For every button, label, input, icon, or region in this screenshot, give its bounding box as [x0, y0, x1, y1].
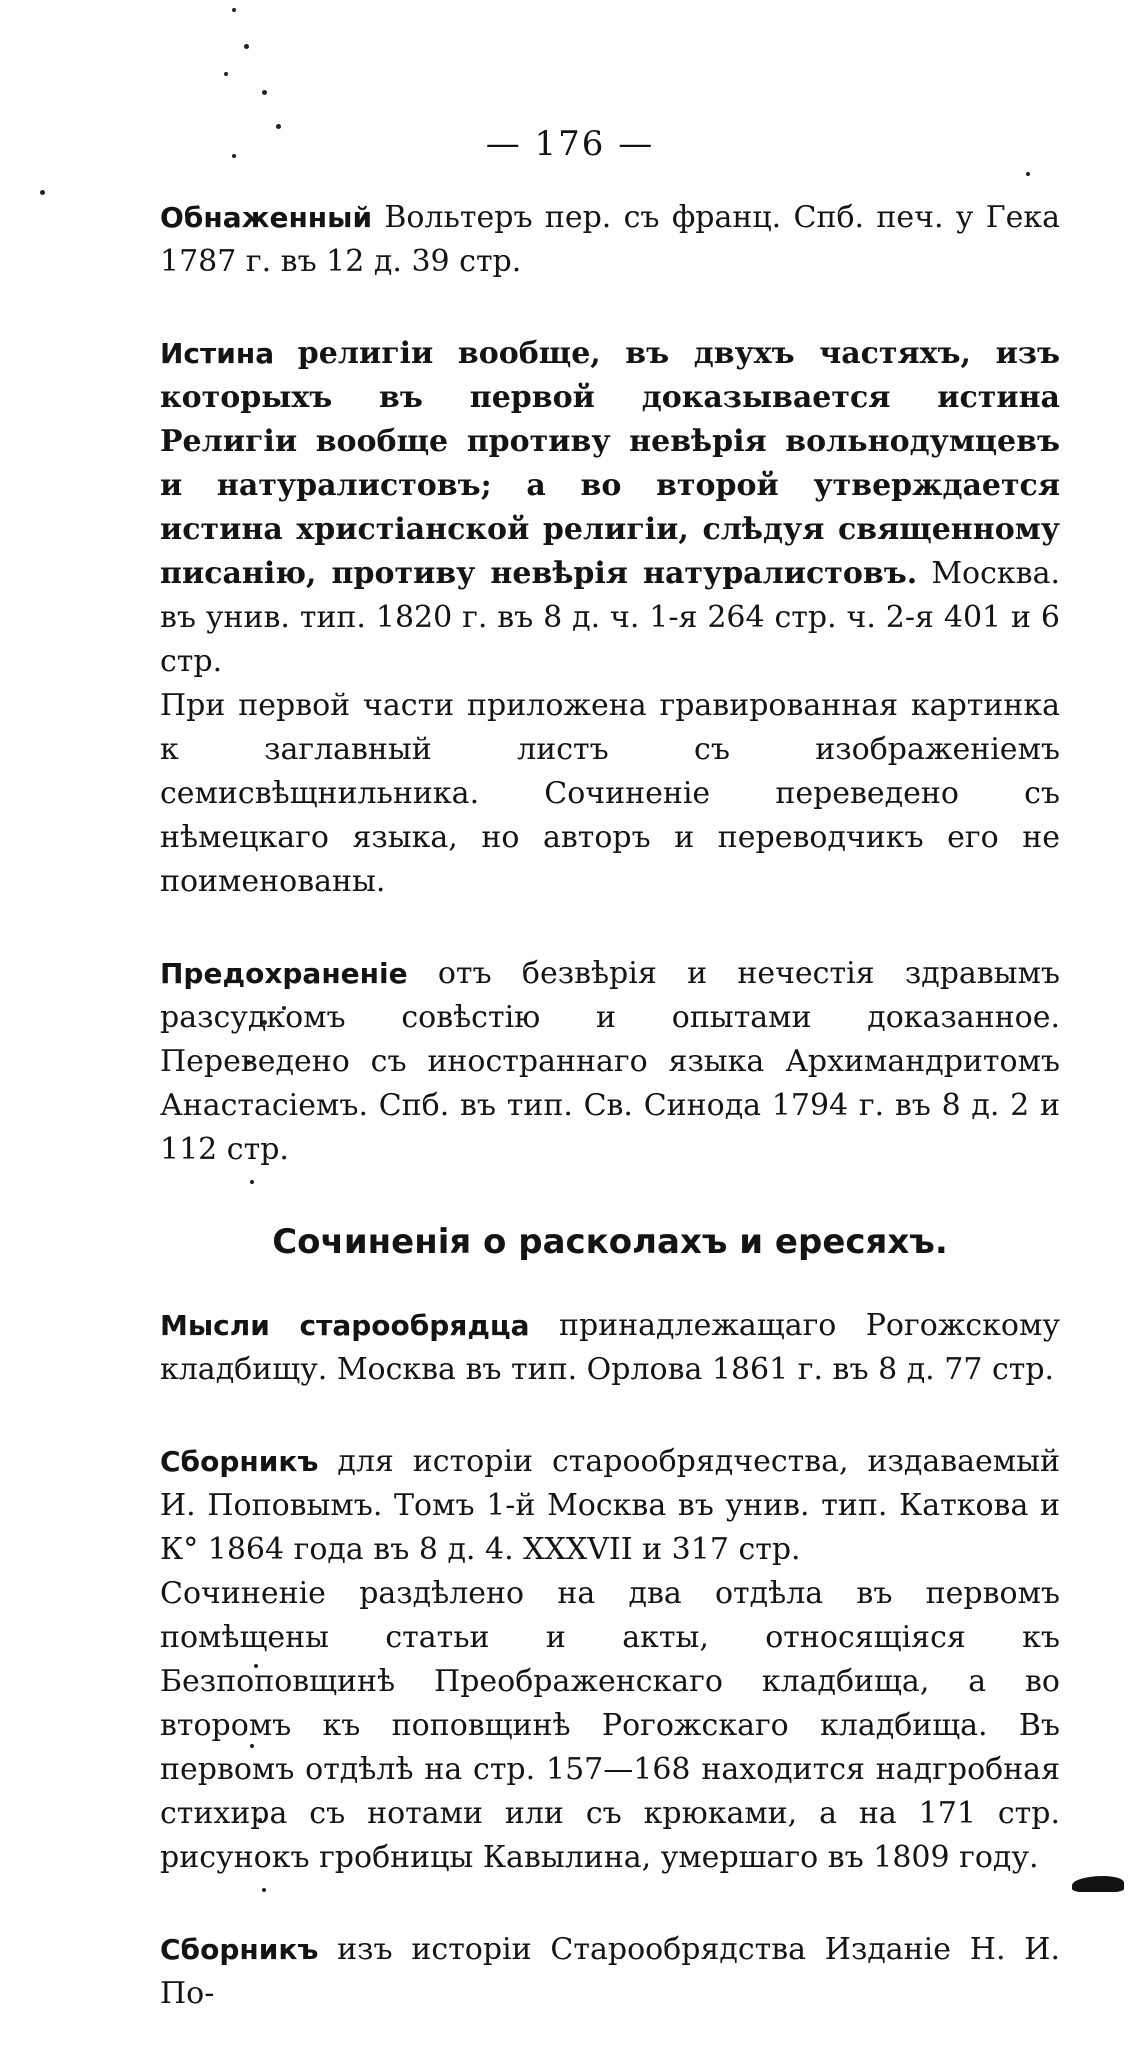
page-number: — 176 —	[485, 124, 655, 164]
bibliography-entry	[160, 1304, 1060, 1392]
entry-head: Истина	[160, 337, 275, 370]
entry-head: Сборникъ	[160, 1933, 319, 1966]
page-body	[160, 196, 1060, 2064]
bibliography-entry	[160, 332, 1060, 904]
entry-note: Сочиненіе раздѣлено на два отдѣла въ первомъ помѣщены статьи и акты, относящіяся къ Безпоповщинѣ Преображенскаго кладбища, а во второмъ къ поповщинѣ Рогожскаго кладбища. Въ первомъ отдѣлѣ на стр. 157—168 находится надгробная стихира съ нотами или съ крюками, а на 171 стр. рисунокъ гробницы Кавылина, умершаго въ 1809 году.	[160, 1576, 1060, 1875]
entry-title: религіи вообще, въ двухъ частяхъ, изъ которыхъ въ первой доказывается истина Религіи вообще противу невѣрія вольнодумцевъ и натуралистовъ; а во второй утверждается истина христіанской религіи, слѣдуя священному писанію, противу невѣрія натуралистовъ.	[160, 336, 1060, 591]
bibliography-entry	[160, 952, 1060, 1172]
scan-smudge	[1072, 1876, 1124, 1892]
entry-body: Москва. въ унив. тип. 1820 г. въ 8 д. ч. 1-я 264 стр. ч. 2-я 401 и 6 стр.	[160, 556, 1060, 679]
entry-body: изъ исторіи Старообрядства Изданіе Н. И. По-	[160, 1932, 1060, 2011]
bibliography-entry	[160, 1928, 1060, 2016]
scan-speck	[40, 190, 45, 195]
entry-body: отъ безвѣрія и нечестія здравымъ разсудкомъ совѣстію и опытами доказанное. Переведено съ иностраннаго языка Архимандритомъ Анастасіемъ. Спб. въ тип. Св. Синода 1794 г. въ 8 д. 2 и 112 стр.	[160, 956, 1060, 1167]
entry-head: Обнаженный	[160, 201, 373, 234]
entry-body: принадлежащаго Рогожскому кладбищу. Москва въ тип. Орлова 1861 г. въ 8 д. 77 стр.	[160, 1308, 1060, 1387]
entry-body: для исторіи старообрядчества, издаваемый И. Поповымъ. Томъ 1-й Москва въ унив. тип. Каткова и К° 1864 года въ 8 д. 4. XXXVII и 317 стр.	[160, 1444, 1060, 1567]
scan-speck	[224, 72, 228, 76]
entry-body: Вольтеръ пер. съ франц. Спб. печ. у Гека 1787 г. въ 12 д. 39 стр.	[160, 200, 1060, 279]
scan-speck	[1026, 172, 1030, 176]
scan-speck	[262, 90, 267, 95]
entry-head: Предохраненіе	[160, 957, 408, 990]
entry-note: При первой части приложена гравированная картинка к заглавный листъ съ изображеніемъ семисвѣщнильника. Сочиненіе переведено съ нѣмецкаго языка, но авторъ и переводчикъ его не поименованы.	[160, 688, 1060, 899]
section-title: Сочиненія о расколахъ и ересяхъ.	[272, 1222, 948, 1262]
bibliography-entry	[160, 1440, 1060, 1880]
scan-speck	[232, 8, 236, 12]
entry-head: Сборникъ	[160, 1445, 319, 1478]
scan-speck	[244, 44, 249, 49]
bibliography-entry	[160, 196, 1060, 284]
entry-head: Мысли старообрядца	[160, 1309, 530, 1342]
